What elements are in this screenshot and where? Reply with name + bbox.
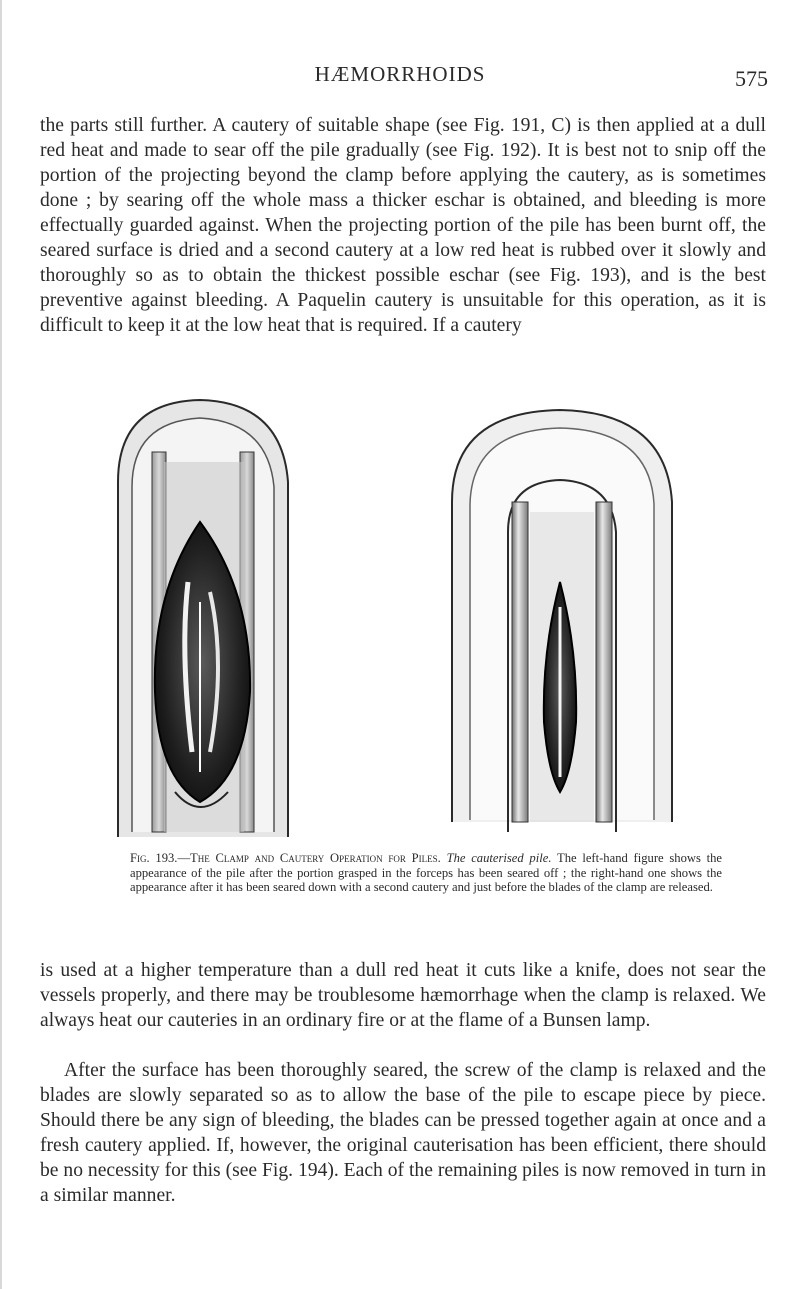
running-head: [0, 62, 800, 92]
caption-label: Fig. 193.—The Clamp and Cautery Operation for Piles.: [130, 851, 441, 865]
figure-193-illustration: [60, 392, 760, 842]
left-clamp: [118, 400, 288, 837]
caption-body: The left-hand figure shows the appearance of the pile after the portion grasped in the forceps has been seared off ; the right-hand one shows the appearance after it has been seared down with a second cautery and just before the blades of the clamp are released.: [130, 851, 722, 895]
body-paragraph-middle: is used at a higher temperature than a dull red heat it cuts like a knife, does not sear the vessels properly, and there may be troublesome hæmorrhage when the clamp is relaxed. We always heat our cauteries in an ordinary fire or at the flame of a Bunsen lamp.: [40, 960, 766, 1031]
caption-italic: The cauterised pile.: [446, 851, 552, 865]
figure-caption: [130, 851, 722, 895]
page-number: 575: [735, 66, 768, 91]
page-edge-line: [0, 0, 2, 1289]
running-title: HÆMORRHOIDS: [314, 62, 486, 86]
body-paragraph-bottom: After the surface has been thoroughly seared, the screw of the clamp is relaxed and the blades are slowly separated so as to allow the base of the pile to escape piece by piece. Should there be any sign of bleeding, the blades can be pressed together again at once and a fresh cautery applied. If, however, the original cauterisation has been efficient, there should be no necessity for this (see Fig. 194). Each of the remaining piles is now removed in turn in a similar manner.: [40, 1060, 766, 1206]
body-paragraph-top: the parts still further. A cautery of suitable shape (see Fig. 191, C) is then applied at a dull red heat and made to sear off the pile gradually (see Fig. 192). It is best not to snip off the portion of the projecting beyond the clamp before applying the cautery, as is sometimes done ; by searing off the whole mass a thicker eschar is obtained, and bleeding is more effectually guarded against. When the projecting portion of the pile has been burnt off, the seared surface is dried and a second cautery at a low red heat is rubbed over it slowly and thoroughly so as to obtain the thickest possible eschar (see Fig. 193), and is the best preventive against bleeding. A Paquelin cautery is unsuitable for this operation, as it is difficult to keep it at the low heat that is required. If a cautery: [40, 115, 766, 336]
right-clamp: [452, 410, 672, 832]
clamp-illustration-svg: [60, 392, 760, 842]
